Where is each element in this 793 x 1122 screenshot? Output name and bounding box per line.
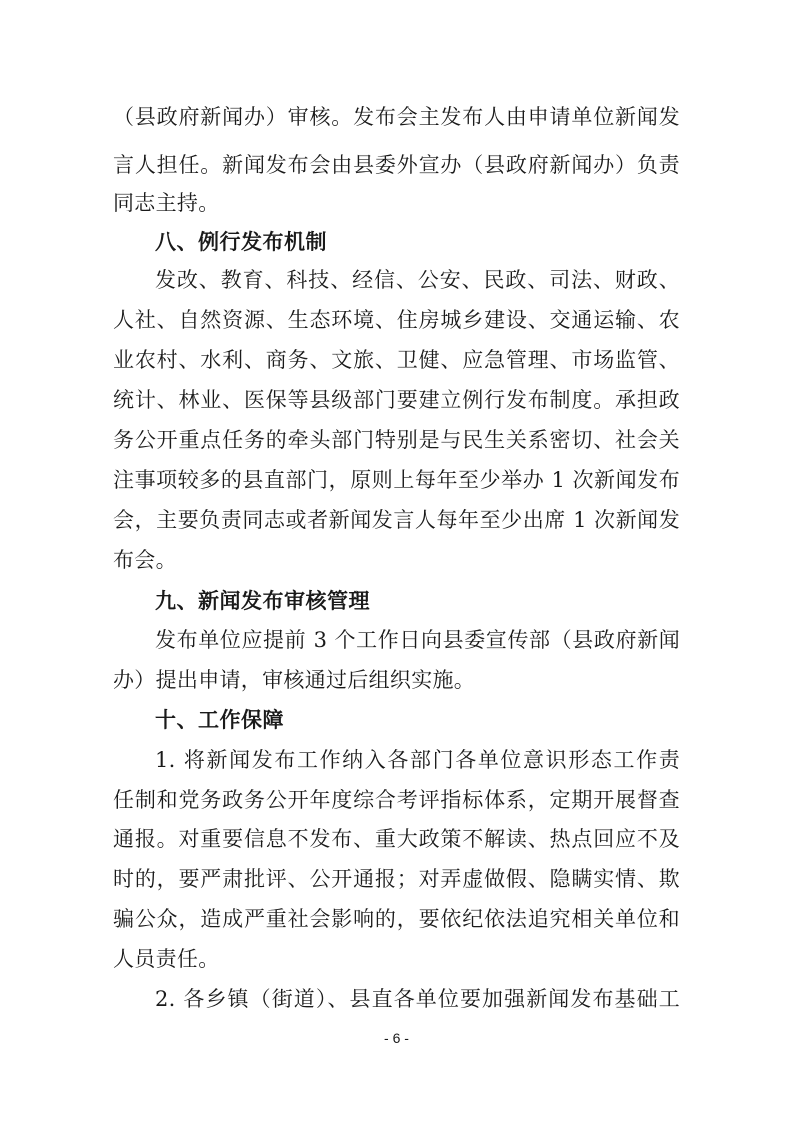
section-9-line-2: 办）提出申请，审核通过后组织实施。: [113, 668, 476, 692]
section-9-heading: 九、新闻发布审核管理: [155, 589, 370, 613]
page-number: - 6 -: [384, 1030, 409, 1046]
section-10-p1-line-4: 时的，要严肃批评、公开通报；对弄虚做假、隐瞒实情、欺: [113, 867, 680, 891]
section-10-p1-line-3: 通报。对重要信息不发布、重大政策不解读、热点回应不及: [113, 827, 680, 851]
section-8-line-8: 布会。: [113, 548, 177, 572]
intro-line-1: （县政府新闻办）审核。发布会主发布人由申请单位新闻发: [113, 105, 680, 129]
section-8-line-6: 注事项较多的县直部门，原则上每年至少举办 1 次新闻发布: [113, 468, 680, 492]
intro-line-3: 同志主持。: [113, 191, 220, 215]
section-8-line-1: 发改、教育、科技、经信、公安、民政、司法、财政、: [155, 268, 680, 292]
section-10-p1-line-1: 1. 将新闻发布工作纳入各部门各单位意识形态工作责: [155, 748, 680, 772]
section-10-p2-line-1: 2. 各乡镇（街道）、县直各单位要加强新闻发布基础工: [155, 987, 680, 1011]
section-10-p1-line-6: 人员责任。: [113, 947, 220, 971]
section-8-line-4: 统计、林业、医保等县级部门要建立例行发布制度。承担政: [113, 388, 680, 412]
section-9-line-1: 发布单位应提前 3 个工作日向县委宣传部（县政府新闻: [155, 628, 680, 652]
section-8-line-3: 业农村、水利、商务、文旅、卫健、应急管理、市场监管、: [113, 348, 680, 372]
section-8-heading: 八、例行发布机制: [155, 230, 327, 254]
intro-line-2: 言人担任。新闻发布会由县委外宣办（县政府新闻办）负责: [113, 153, 680, 177]
section-10-p1-line-2: 任制和党务政务公开年度综合考评指标体系，定期开展督查: [113, 788, 680, 812]
section-8-line-5: 务公开重点任务的牵头部门特别是与民生关系密切、社会关: [113, 428, 680, 452]
section-8-line-7: 会，主要负责同志或者新闻发言人每年至少出席 1 次新闻发: [113, 508, 680, 532]
section-10-heading: 十、工作保障: [155, 708, 284, 732]
section-10-p1-line-5: 骗公众，造成严重社会影响的，要依纪依法追究相关单位和: [113, 907, 680, 931]
section-8-line-2: 人社、自然资源、生态环境、住房城乡建设、交通运输、农: [113, 308, 680, 332]
